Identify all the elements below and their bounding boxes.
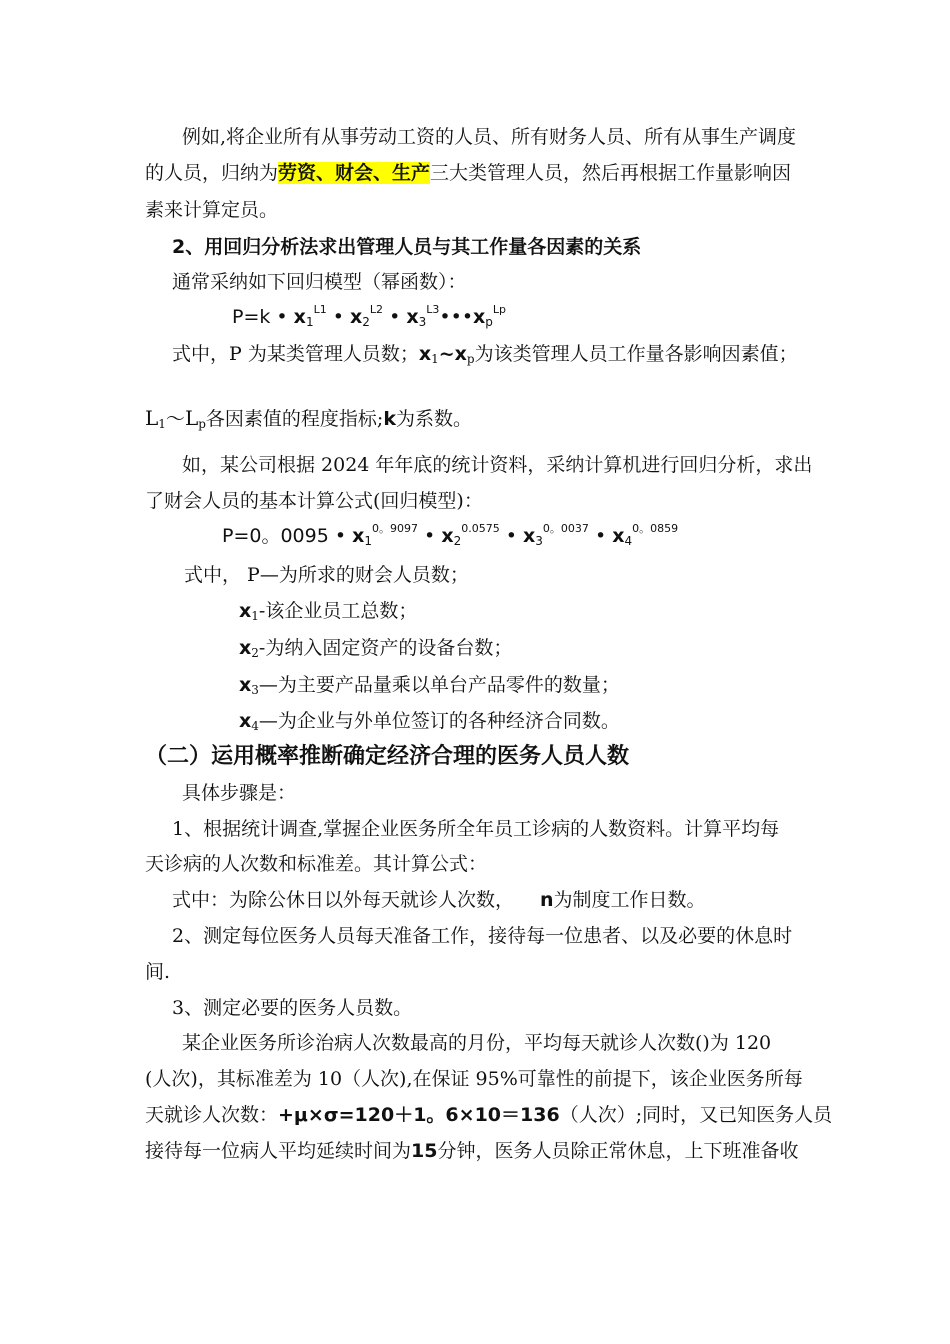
para-1-line-3: 素来计算定员。: [145, 199, 279, 221]
formula-power-model: P=k • $x_1^{L1}$ • $x_2^{L2}$ • $x_3^{L3}•••x_p^{Lp}$: [232, 303, 507, 329]
para-1-line-2: [145, 162, 791, 185]
example-line-2: (人次)，其标准差为 10（人次),在保证 95%可靠性的前提下，该企业医务所每: [145, 1068, 803, 1090]
para-1-line-1: 例如,将企业所有从事劳动工资的人员、所有财务人员、所有从事生产调度: [182, 126, 797, 148]
example-line-3: 天就诊人次数：+μ×σ=120＋1。6×10＝136（人次）;同时，又已知医务人员: [145, 1104, 833, 1126]
section-heading-medical-staff: （二）运用概率推断确定经济合理的医务人员人数: [145, 744, 630, 769]
highlighted-categories: 劳资、财会、生产: [278, 162, 431, 184]
formula-accounting-staff: P=0。0095 • $x_1^{0。9097}$ • $x_2^{0.0575}$ • $x_3^{0。0037}$ • $x_4^{0。0859}$: [222, 522, 679, 548]
definition-x2: $x_2-$为纳入固定资产的设备台数；: [239, 637, 513, 660]
definition-x4: $x_4—$为企业与外单位签订的各种经济合同数。: [239, 710, 620, 733]
step-3: 3、测定必要的医务人员数。: [172, 997, 413, 1019]
formula-explanation-1: 式中，P 为某类管理人员数；$x_1\sim x_p$为该类管理人员工作量各影响因素值；: [172, 343, 798, 366]
example-line-4: 接待每一位病人平均延续时间为15分钟，医务人员除正常休息，上下班准备收: [145, 1140, 799, 1162]
step-2-line-1: 2、测定每位医务人员每天准备工作，接待每一位患者、以及必要的休息时: [172, 925, 793, 947]
example-line-1: 某企业医务所诊治病人次数最高的月份，平均每天就诊人次数()为 120: [182, 1032, 772, 1054]
section-2-title: 2、用回归分析法求出管理人员与其工作量各因素的关系: [172, 236, 642, 258]
step-1-line-1: 1、根据统计调查,掌握企业医务所全年员工诊病的人数资料。计算平均每: [172, 818, 780, 840]
step-2-line-2: 间.: [145, 961, 171, 983]
para-2-line-2: 了财会人员的基本计算公式(回归模型)：: [145, 490, 483, 512]
steps-intro: 具体步骤是：: [182, 782, 297, 804]
formula-explanation-2: $L_1\sim L_p$各因素值的程度指标;k为系数。: [145, 406, 472, 431]
definitions-intro: 式中， P—为所求的财会人员数；: [184, 564, 469, 586]
definition-x1: $x_1-$该企业员工总数；: [239, 600, 418, 623]
definition-x3: $x_3—$为主要产品量乘以单台产品零件的数量；: [239, 674, 620, 697]
para-1-text: 的人员，归纳为: [145, 162, 279, 184]
para-1-text-cont: 三大类管理人员，然后再根据工作量影响因: [430, 162, 792, 184]
step-1-line-2: 天诊病的人次数和标准差。其计算公式：: [145, 853, 488, 875]
step-1-note: 式中：为除公休日以外每天就诊人次数， n为制度工作日数。: [172, 889, 706, 911]
para-2-line-1: 如，某公司根据 2024 年年底的统计资料，采纳计算机进行回归分析，求出: [182, 454, 813, 476]
visits-formula: +μ×σ=120＋1。6×10＝136: [278, 1104, 560, 1126]
model-intro: 通常采纳如下回归模型（幂函数）：: [172, 271, 467, 293]
